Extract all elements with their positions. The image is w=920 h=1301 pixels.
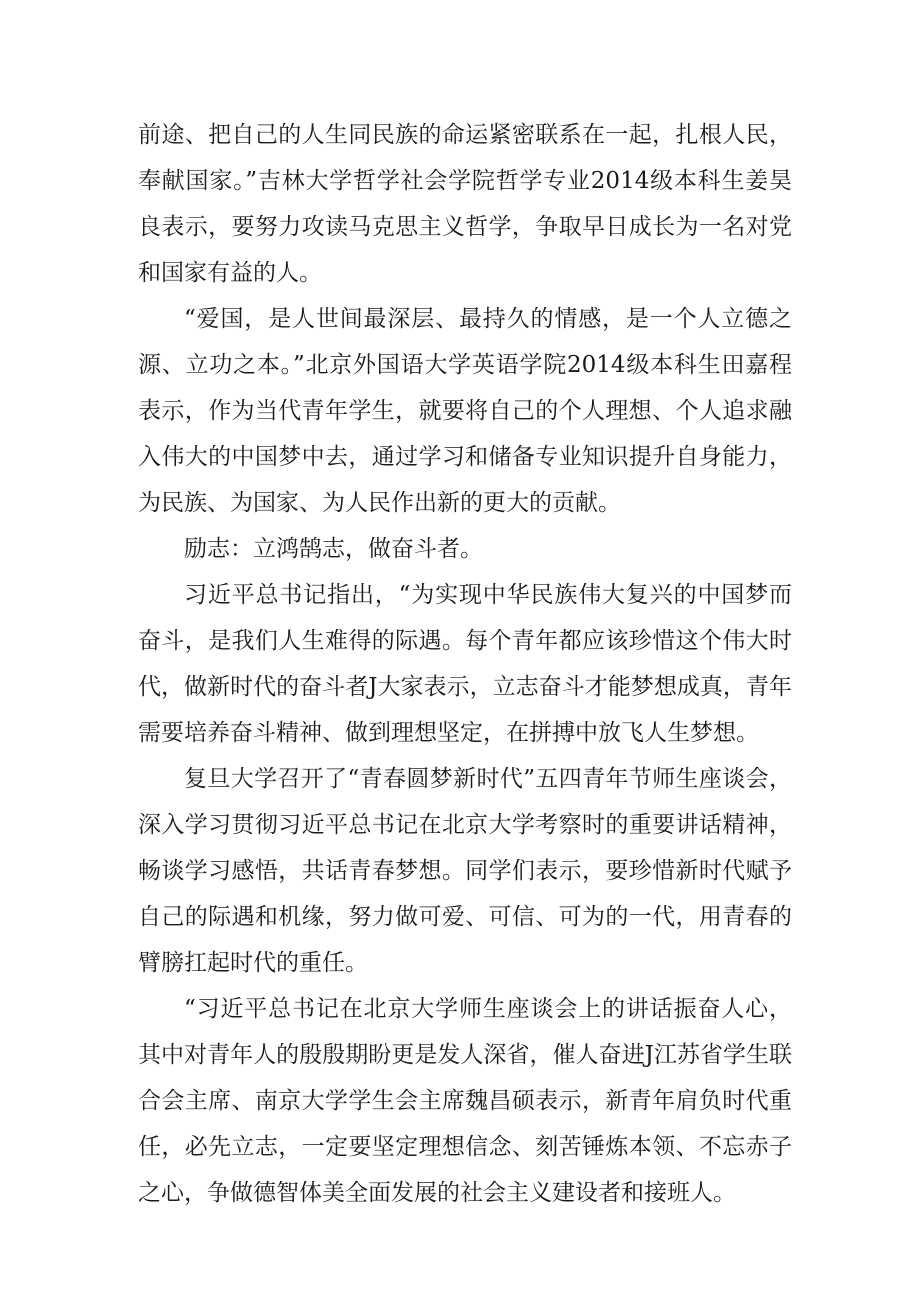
paragraph-fudan-seminar: 复旦大学召开了“青春圆梦新时代”五四青年节师生座谈会，深入学习贯彻习近平总书记在北京大学考察时的重要讲话精神，畅谈学习感悟，共话青春梦想。同学们表示，要珍惜新时代赋予自己的际遇和机缘，努力做可爱、可信、可为的一代，用青春的臂膀扛起时代的重任。 [138,766,792,976]
paragraph-patriotism-quote: “爱国，是人世间最深层、最持久的情感，是一个人立德之源、立功之本。”北京外国语大学英语学院2014级本科生田嘉程表示，作为当代青年学生，就要将自己的个人理想、个人追求融入伟大的中国梦中去，通过学习和储备专业知识提升自身能力，为民族、为国家、为人民作出新的更大的贡献。 [138,306,792,516]
document-body [138,112,792,1216]
paragraph-continuation: 前途、把自己的人生同民族的命运紧密联系在一起，扎根人民，奉献国家。”吉林大学哲学社会学院哲学专业2014级本科生姜昊良表示，要努力攻读马克思主义哲学，争取早日成长为一名对党和国家有益的人。 [138,122,792,286]
paragraph-xi-quote: 习近平总书记指出，“为实现中华民族伟大复兴的中国梦而奋斗，是我们人生难得的际遇。每个青年都应该珍惜这个伟大时代，做新时代的奋斗者J大家表示，立志奋斗才能梦想成真，青年需要培养奋斗精神、做到理想坚定，在拼搏中放飞人生梦想。 [138,582,792,746]
paragraph-nanjing-student: “习近平总书记在北京大学师生座谈会上的讲话振奋人心，其中对青年人的殷殷期盼更是发人深省，催人奋进J江苏省学生联合会主席、南京大学学生会主席魏昌硕表示，新青年肩负时代重任，必先立志，一定要坚定理想信念、刻苦锤炼本领、不忘赤子之心，争做德智体美全面发展的社会主义建设者和接班人。 [138,996,792,1206]
section-heading-aspiration: 励志：立鸿鹄志，做奋斗者。 [184,536,483,562]
